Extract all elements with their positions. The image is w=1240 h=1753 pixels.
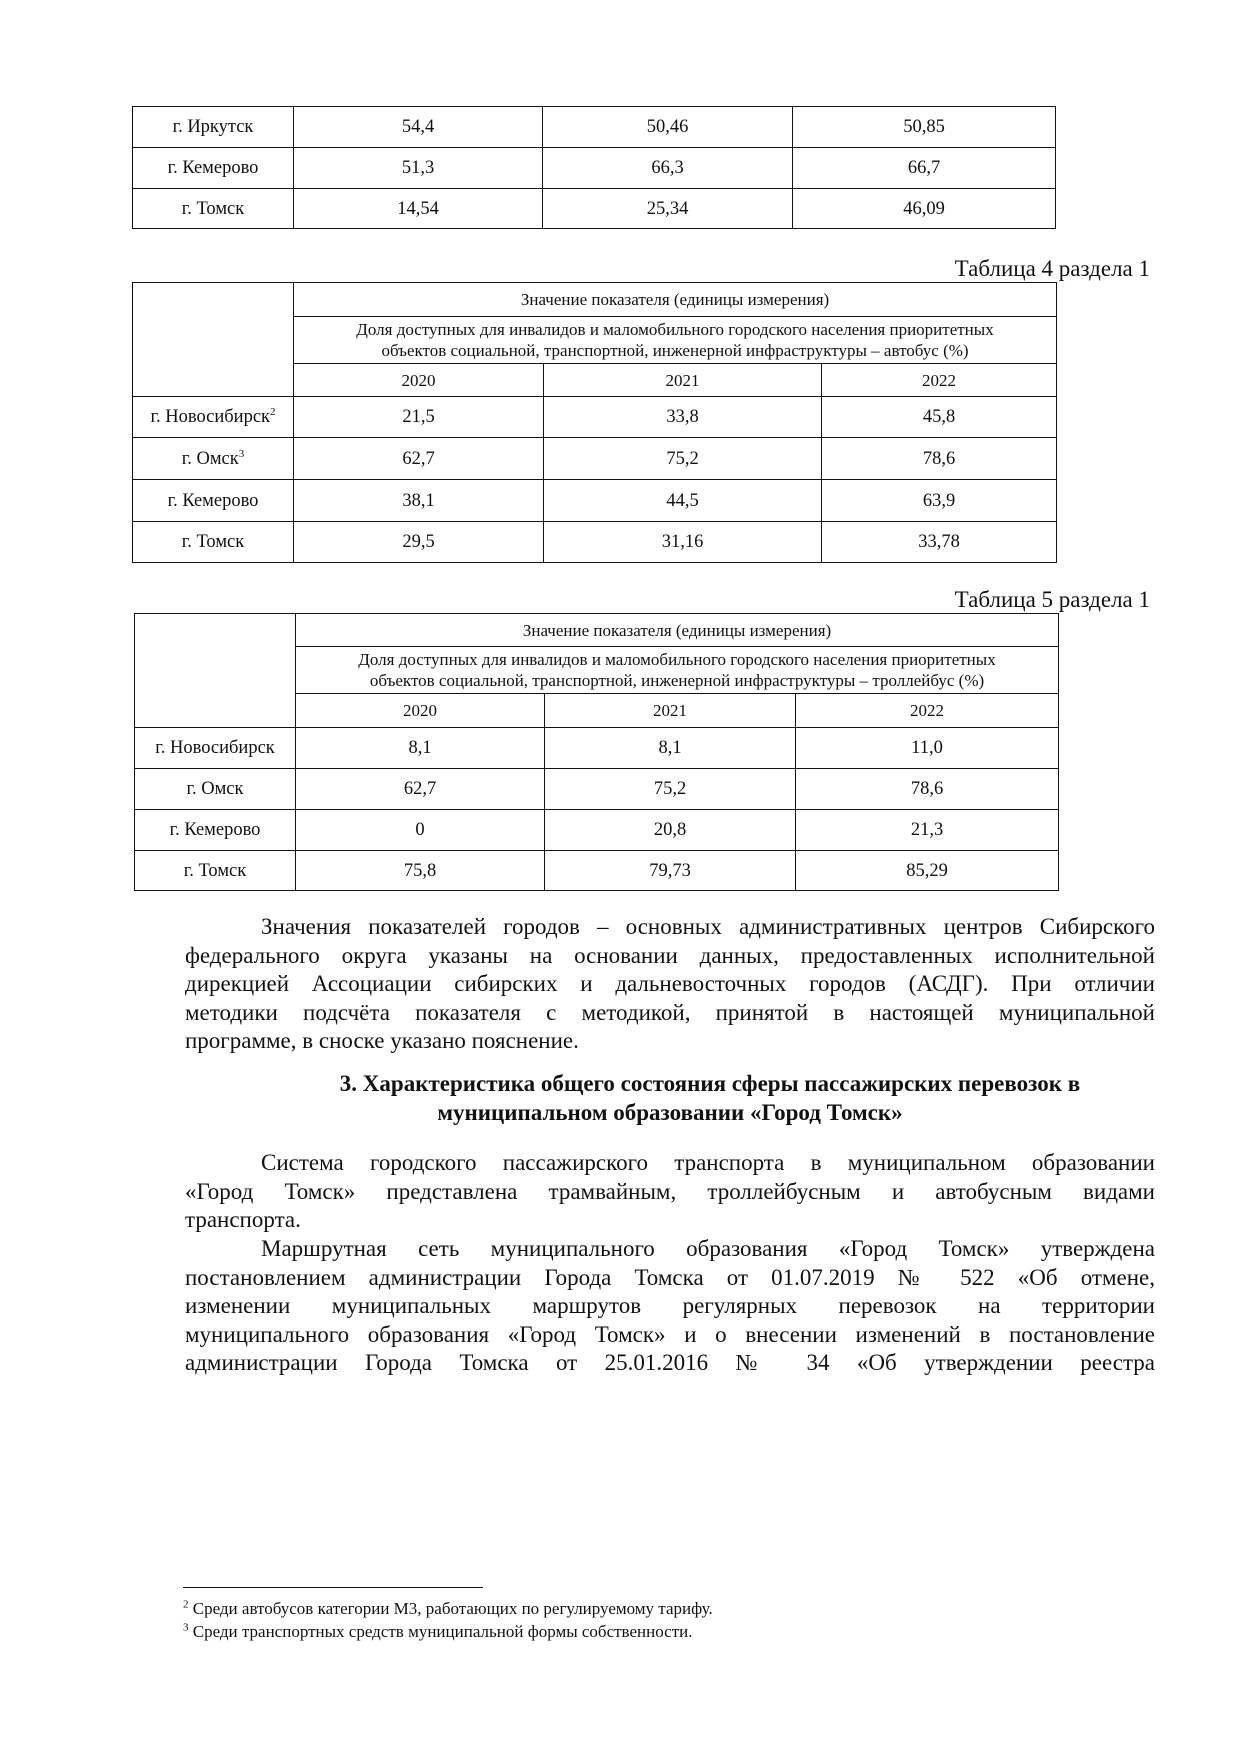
- header-indicator-line1: Доля доступных для инвалидов и маломобильного городского населения приоритетных: [356, 320, 994, 339]
- city-cell: г. Томск: [133, 189, 294, 229]
- value-cell: 14,54: [294, 189, 543, 229]
- year-header: 2021: [544, 364, 822, 397]
- table-row: [133, 189, 1056, 229]
- value-cell: 21,3: [796, 810, 1059, 851]
- year-header: 2021: [545, 694, 796, 728]
- value-cell: 62,7: [296, 769, 545, 810]
- table-5-caption: Таблица 5 раздела 1: [954, 587, 1150, 612]
- paragraph-data-source: Значения показателей городов – основных административных центров Сибирского федерального округа указаны на основании данных, предоставленных исполнительной дирекцией Ассоциации сибирских и дальневосточных городов (АСДГ). При отличии методики подсчёта показателя с методикой, принятой в настоящей муниципальной программе, в сноске указано пояснение.: [185, 914, 1155, 1053]
- value-cell: 31,16: [544, 522, 822, 563]
- value-cell: 25,34: [543, 189, 793, 229]
- city-cell: г. Кемерово: [133, 148, 294, 189]
- header-indicator-line1: Доля доступных для инвалидов и маломобильного городского населения приоритетных: [358, 650, 996, 669]
- table-3-continued: [132, 106, 1056, 229]
- city-cell: г. Новосибирск: [135, 728, 296, 769]
- value-cell: 50,85: [793, 107, 1056, 148]
- value-cell: 44,5: [544, 480, 822, 522]
- year-header: 2022: [822, 364, 1057, 397]
- table-row: [133, 107, 1056, 148]
- value-cell: 66,7: [793, 148, 1056, 189]
- year-header: 2022: [796, 694, 1059, 728]
- value-cell: 78,6: [822, 438, 1057, 480]
- paragraph-transport-system: Система городского пассажирского транспорта в муниципальном образовании «Город Томск» представлена трамвайным, троллейбусным и автобусным видами транспорта.: [185, 1150, 1155, 1232]
- year-header: 2020: [296, 694, 545, 728]
- city-cell: г. Томск: [135, 851, 296, 891]
- value-cell: 33,8: [544, 397, 822, 438]
- value-cell: 8,1: [296, 728, 545, 769]
- city-cell: г. Омск: [135, 769, 296, 810]
- year-header: 2020: [294, 364, 544, 397]
- value-cell: 29,5: [294, 522, 544, 563]
- header-indicator-line2: объектов социальной, транспортной, инженерной инфраструктуры – автобус (%): [381, 341, 969, 360]
- value-cell: 0: [296, 810, 545, 851]
- table-row: [135, 810, 1059, 851]
- footnote-3: $^3$ Среди транспортных средств муниципальной формы собственности.: [183, 1621, 693, 1641]
- city-cell: г. Омск$^3$: [133, 438, 294, 480]
- value-cell: 45,8: [822, 397, 1057, 438]
- header-indicator-line2: объектов социальной, транспортной, инженерной инфраструктуры – троллейбус (%): [369, 671, 985, 690]
- value-cell: 78,6: [796, 769, 1059, 810]
- value-cell: 11,0: [796, 728, 1059, 769]
- header-indicator: [294, 317, 1057, 364]
- table-4: [132, 282, 1057, 563]
- value-cell: 54,4: [294, 107, 543, 148]
- table-row: [133, 148, 1056, 189]
- header-main: Значение показателя (единицы измерения): [296, 614, 1059, 647]
- city-cell: г. Иркутск: [133, 107, 294, 148]
- city-cell: г. Томск: [133, 522, 294, 563]
- table-row: [133, 397, 1057, 438]
- footnote-separator: [183, 1587, 483, 1588]
- footnote-2: $^2$ Среди автобусов категории М3, работающих по регулируемому тарифу.: [183, 1598, 713, 1618]
- value-cell: 33,78: [822, 522, 1057, 563]
- table-row: [135, 728, 1059, 769]
- header-main: Значение показателя (единицы измерения): [294, 283, 1057, 317]
- header-indicator: [296, 647, 1059, 694]
- value-cell: 62,7: [294, 438, 544, 480]
- value-cell: 75,8: [296, 851, 545, 891]
- table-row: [133, 480, 1057, 522]
- table-row: [135, 769, 1059, 810]
- paragraph-route-network: Маршрутная сеть муниципального образования «Город Томск» утверждена постановлением администрации Города Томска от 01.07.2019 № 522 «Об отмене, изменении муниципальных маршрутов регулярных перевозок на территории муниципального образования «Город Томск» и о внесении изменений в постановление администрации Города Томска от 25.01.2016 № 34 «Об утверждении реестра: [185, 1236, 1155, 1375]
- table-row: [135, 851, 1059, 891]
- city-cell: г. Кемерово: [135, 810, 296, 851]
- table-row: [133, 522, 1057, 563]
- value-cell: 51,3: [294, 148, 543, 189]
- table-5: [134, 613, 1059, 891]
- value-cell: 75,2: [544, 438, 822, 480]
- empty-corner-cell: [135, 614, 296, 728]
- value-cell: 66,3: [543, 148, 793, 189]
- table-4-caption: Таблица 4 раздела 1: [954, 256, 1150, 281]
- footnote-ref: 3: [238, 447, 245, 460]
- value-cell: 75,2: [545, 769, 796, 810]
- footnote-ref: 2: [270, 405, 276, 418]
- value-cell: 46,09: [793, 189, 1056, 229]
- value-cell: 38,1: [294, 480, 544, 522]
- empty-corner-cell: [133, 283, 294, 397]
- city-cell: г. Кемерово: [133, 480, 294, 522]
- section-3-heading: 3. Характеристика общего состояния сферы пассажирских перевозок в муниципальном образовании «Город Томск»: [339, 1071, 1081, 1125]
- value-cell: 20,8: [545, 810, 796, 851]
- value-cell: 21,5: [294, 397, 544, 438]
- value-cell: 50,46: [543, 107, 793, 148]
- value-cell: 8,1: [545, 728, 796, 769]
- table-row: [133, 438, 1057, 480]
- value-cell: 85,29: [796, 851, 1059, 891]
- value-cell: 79,73: [545, 851, 796, 891]
- city-cell: г. Новосибирск$^2$: [133, 397, 294, 438]
- value-cell: 63,9: [822, 480, 1057, 522]
